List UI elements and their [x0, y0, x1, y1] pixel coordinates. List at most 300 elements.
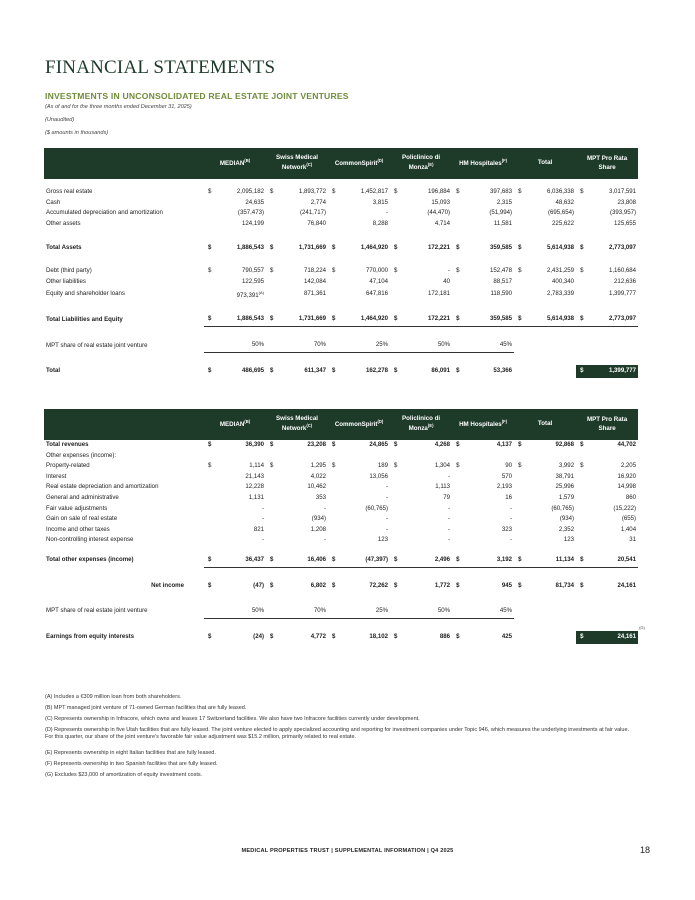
value-cell	[462, 525, 514, 536]
row-label: MPT share of real estate joint venture	[46, 341, 148, 349]
currency-sign: $	[208, 633, 212, 641]
cell-value: 25%	[375, 341, 389, 349]
unaudited-note: (Unaudited)	[45, 117, 75, 123]
value-cell	[338, 535, 390, 546]
currency-sign	[576, 339, 586, 353]
value-cell	[400, 472, 452, 483]
value-cell	[214, 514, 266, 525]
value-cell	[400, 554, 452, 568]
value-cell	[276, 219, 328, 230]
table-row	[44, 339, 638, 353]
currency-sign	[514, 277, 524, 288]
col-header-policlinico: Policlinico di Monza$^{(E)}$	[390, 409, 452, 440]
footnote-d: (D) Represents ownership in five Utah facilities that are fully leased. The joint venture elected to apply specialized accounting and reporting for investment companies under Topic 946, which measures the underlying investments at fair value. For this quarter, our share of the joint venture's favorable fair value adjustment was $15.2 million, primarily related to real estate.	[45, 727, 630, 740]
table-row	[44, 219, 638, 230]
spacer-cell	[44, 301, 638, 313]
value-cell	[462, 440, 514, 451]
row-label: Total other expenses (income)	[46, 556, 134, 564]
table-row	[44, 605, 638, 619]
footnote-e: (E) Represents ownership in eight Italian facilities that are fully leased.	[45, 750, 216, 756]
cell-value: -	[386, 493, 389, 501]
cell-value: 718,224	[304, 267, 327, 275]
row-label: Total revenues	[46, 441, 89, 448]
footnote-c: (C) Represents ownership in Infracore, which owns and leases 17 Switzerland facilities. We also have two Infracore facilities currently under development.	[45, 716, 420, 722]
value-cell	[586, 187, 638, 198]
currency-sign: $	[456, 367, 460, 375]
value-cell	[400, 451, 452, 462]
currency-sign	[328, 198, 338, 209]
value-cell	[276, 277, 328, 288]
currency-sign	[514, 198, 524, 209]
currency-sign: $	[518, 582, 522, 590]
cell-value: (47,397)	[365, 556, 389, 564]
currency-sign: $	[394, 633, 398, 641]
cell-value: 70%	[313, 341, 327, 349]
cell-value: 225,622	[552, 219, 575, 227]
cell-value: 4,022	[310, 472, 327, 480]
currency-sign	[576, 493, 586, 504]
cell-value: 1,772	[434, 582, 451, 590]
value-cell	[462, 472, 514, 483]
value-cell	[338, 187, 390, 198]
currency-sign	[514, 514, 524, 525]
value-cell	[586, 535, 638, 546]
currency-sign	[576, 525, 586, 536]
currency-sign: $	[270, 367, 274, 375]
value-cell	[276, 580, 328, 593]
cell-value: 124,199	[241, 219, 265, 227]
value-cell	[276, 288, 328, 302]
cell-value: 4,714	[434, 219, 451, 227]
row-label: Gain on sale of real estate	[46, 515, 118, 523]
col-header-policlinico: Policlinico di Monza$^{(E)}$	[390, 148, 452, 179]
cell-value: 570	[501, 472, 513, 480]
cell-value: 1,404	[620, 525, 637, 533]
value-cell	[214, 440, 266, 451]
currency-sign	[514, 482, 524, 493]
value-cell	[214, 482, 266, 493]
cell-value: 45%	[499, 607, 513, 615]
currency-sign	[452, 605, 462, 619]
currency-sign	[576, 198, 586, 209]
currency-sign: $	[456, 188, 460, 195]
cell-value: 15,093	[431, 198, 451, 206]
currency-sign	[204, 277, 214, 288]
value-cell	[214, 266, 266, 277]
currency-sign: $	[518, 267, 522, 275]
row-label: Fair value adjustments	[46, 504, 108, 512]
cell-value: 212,636	[614, 277, 637, 285]
cell-value: 189	[377, 462, 389, 470]
currency-sign: $	[456, 633, 460, 641]
cell-value: -	[448, 504, 451, 512]
currency-sign: $	[518, 441, 522, 448]
spacer-row	[44, 567, 638, 580]
value-cell	[400, 482, 452, 493]
currency-sign: $	[580, 243, 584, 251]
cell-value: 196,884	[428, 188, 451, 195]
value-cell	[338, 208, 390, 219]
income-statement-table	[44, 409, 638, 644]
value-cell	[524, 365, 576, 378]
spacer-cell	[44, 229, 638, 241]
cell-value: 86,091	[431, 367, 451, 375]
currency-sign: $	[270, 633, 274, 641]
cell-value: 2,774	[310, 198, 327, 206]
cell-value: (24)	[253, 633, 265, 641]
value-cell	[338, 277, 390, 288]
value-cell	[400, 605, 452, 619]
value-cell	[400, 277, 452, 288]
cell-value: 647,816	[366, 290, 389, 298]
currency-sign	[266, 288, 276, 302]
cell-value: 40	[443, 277, 451, 285]
currency-sign	[266, 198, 276, 209]
currency-sign: $	[208, 367, 212, 375]
spacer-row	[44, 618, 638, 631]
currency-sign	[390, 451, 400, 462]
cell-value: (60,765)	[551, 504, 575, 512]
cell-value: 12,228	[245, 483, 265, 491]
cell-value: -	[261, 536, 265, 544]
value-cell	[338, 554, 390, 568]
spacer-cell	[44, 327, 638, 340]
currency-sign	[390, 525, 400, 536]
cell-value: -	[448, 536, 451, 544]
currency-sign: $	[390, 554, 400, 568]
value-cell	[462, 208, 514, 219]
cell-value: 21,143	[245, 472, 265, 480]
cell-value: (934)	[311, 515, 327, 523]
cell-value: 53,366	[493, 367, 513, 375]
cell-value: 11,134	[555, 556, 575, 564]
currency-sign: $	[514, 554, 524, 568]
currency-sign	[452, 525, 462, 536]
cell-value: 76,840	[307, 219, 327, 227]
currency-sign	[576, 482, 586, 493]
value-cell	[214, 605, 266, 619]
value-cell	[338, 451, 390, 462]
table-row	[44, 313, 638, 327]
value-cell	[338, 631, 390, 644]
value-cell	[400, 288, 452, 302]
value-cell	[462, 198, 514, 209]
value-cell	[338, 580, 390, 593]
value-cell	[524, 187, 576, 198]
cell-value: 1,886,543	[236, 243, 265, 251]
value-cell	[400, 266, 452, 277]
value-cell	[462, 266, 514, 277]
value-cell	[524, 266, 576, 277]
value-cell	[462, 580, 514, 593]
cell-value: 2,193	[496, 483, 513, 491]
currency-sign	[514, 504, 524, 515]
row-label: Income and other taxes	[46, 525, 110, 533]
cell-value: 125,655	[614, 219, 637, 227]
currency-sign: $	[270, 243, 274, 251]
value-cell	[400, 525, 452, 536]
currency-sign	[204, 482, 214, 493]
currency-sign	[514, 219, 524, 230]
col-header-prorata: MPT Pro Rata Share	[576, 148, 638, 179]
cell-value: 1,464,920	[360, 315, 389, 323]
value-cell	[462, 554, 514, 568]
value-cell	[524, 208, 576, 219]
cell-value: 70%	[313, 607, 327, 615]
currency-sign	[204, 493, 214, 504]
value-cell	[400, 241, 452, 254]
spacer-cell	[44, 353, 638, 366]
table-row	[44, 472, 638, 483]
currency-sign	[328, 451, 338, 462]
value-cell	[586, 451, 638, 462]
value-cell	[214, 198, 266, 209]
row-label: Net income	[151, 582, 184, 590]
currency-sign	[328, 472, 338, 483]
value-cell	[276, 554, 328, 568]
cell-value: 359,585	[490, 315, 513, 323]
cell-value: 20,541	[617, 556, 637, 564]
row-label: Total Assets	[46, 243, 82, 251]
spacer-row	[44, 254, 638, 266]
value-cell	[400, 493, 452, 504]
currency-sign	[328, 504, 338, 515]
currency-sign: $	[270, 582, 274, 590]
cell-value: 6,802	[310, 582, 327, 590]
value-cell	[338, 288, 390, 302]
currency-sign: $	[452, 554, 462, 568]
cell-value: 1,886,543	[236, 315, 265, 323]
cell-value: 123	[563, 536, 575, 544]
currency-sign: $	[580, 441, 584, 448]
currency-sign: $	[456, 267, 460, 275]
value-cell	[276, 482, 328, 493]
currency-sign	[266, 514, 276, 525]
value-cell	[214, 288, 266, 302]
currency-sign	[576, 472, 586, 483]
cell-value: 4,137	[496, 441, 513, 448]
cell-value: 25%	[375, 607, 389, 615]
value-cell	[524, 554, 576, 568]
cell-value: 2,095,182	[236, 188, 265, 195]
value-cell	[400, 440, 452, 451]
value-cell	[214, 535, 266, 546]
value-cell	[524, 631, 576, 644]
currency-sign: $	[394, 188, 398, 195]
currency-sign	[390, 482, 400, 493]
currency-sign	[576, 535, 586, 546]
value-cell	[462, 219, 514, 230]
currency-sign: $	[580, 267, 584, 275]
currency-sign: $	[518, 462, 522, 470]
cell-value: 1,399,777	[608, 367, 637, 375]
value-cell	[586, 493, 638, 504]
currency-sign	[390, 208, 400, 219]
value-cell	[214, 208, 266, 219]
cell-value: (655)	[621, 515, 637, 523]
units-note: ($ amounts in thousands)	[45, 130, 109, 136]
value-cell	[338, 440, 390, 451]
cell-value: 142,084	[304, 277, 327, 285]
table-row	[44, 535, 638, 546]
currency-sign: $	[394, 462, 398, 470]
value-cell	[400, 580, 452, 593]
currency-sign: $	[518, 188, 522, 195]
value-cell	[400, 198, 452, 209]
currency-sign	[576, 451, 586, 462]
value-cell	[586, 266, 638, 277]
cell-value: 123	[377, 536, 389, 544]
cell-value: 31	[629, 536, 637, 544]
currency-sign: $	[332, 582, 336, 590]
value-cell	[276, 605, 328, 619]
col-header-hm: HM Hospitales$^{(F)}$	[452, 148, 514, 179]
value-cell	[338, 365, 390, 378]
currency-sign	[390, 493, 400, 504]
value-cell	[214, 631, 266, 644]
value-cell	[462, 451, 514, 462]
currency-sign: $	[456, 582, 460, 590]
spacer-row	[44, 353, 638, 366]
table-row	[44, 266, 638, 277]
cell-value: 50%	[437, 341, 451, 349]
cell-value: (47)	[253, 582, 265, 590]
cell-value: 3,992	[558, 462, 575, 470]
page-footer: MEDICAL PROPERTIES TRUST | SUPPLEMENTAL INFORMATION | Q4 2025	[241, 848, 454, 854]
currency-sign: $	[270, 267, 274, 275]
value-cell	[276, 631, 328, 644]
cell-value: 871,361	[304, 290, 327, 298]
cell-value: 2,352	[558, 525, 575, 533]
value-cell	[338, 313, 390, 327]
cell-value: 1,131	[248, 493, 265, 501]
cell-value: -	[261, 504, 265, 512]
currency-sign	[452, 514, 462, 525]
currency-sign	[390, 288, 400, 302]
cell-value: 48,632	[555, 198, 575, 206]
value-cell	[462, 461, 514, 472]
col-header-median: $MEDIAN^{(B)}$	[204, 409, 266, 440]
value-cell	[400, 514, 452, 525]
cell-value: 397,683	[490, 188, 513, 195]
currency-sign: $	[576, 631, 586, 644]
currency-sign	[204, 198, 214, 209]
currency-sign	[514, 631, 524, 644]
value-cell	[586, 554, 638, 568]
cell-value: 172,221	[428, 315, 451, 323]
currency-sign	[452, 493, 462, 504]
currency-sign: $	[208, 582, 212, 590]
row-label: Real estate depreciation and amortization	[46, 483, 159, 491]
currency-sign	[514, 605, 524, 619]
currency-sign	[204, 535, 214, 546]
income-header-row	[44, 409, 638, 440]
value-cell	[462, 493, 514, 504]
value-cell	[524, 440, 576, 451]
currency-sign: $	[456, 243, 460, 251]
currency-sign	[266, 504, 276, 515]
cell-value: 1,464,920	[360, 243, 389, 251]
currency-sign	[204, 208, 214, 219]
currency-sign	[266, 219, 276, 230]
currency-sign	[266, 451, 276, 462]
currency-sign	[514, 525, 524, 536]
table-row	[44, 277, 638, 288]
currency-sign: $	[394, 441, 398, 448]
cell-value: 16,406	[307, 556, 327, 564]
currency-sign: $	[456, 462, 460, 470]
cell-value: 25,996	[555, 483, 575, 491]
table-row	[44, 514, 638, 525]
currency-sign	[452, 535, 462, 546]
currency-sign: $	[332, 633, 336, 641]
value-cell	[524, 219, 576, 230]
table-row	[44, 208, 638, 219]
cell-value: 50%	[437, 607, 451, 615]
value-cell	[276, 339, 328, 353]
currency-sign: $	[390, 313, 400, 327]
currency-sign	[452, 504, 462, 515]
value-cell	[586, 472, 638, 483]
currency-sign: $	[394, 582, 398, 590]
value-cell	[214, 365, 266, 378]
value-cell	[586, 482, 638, 493]
spacer-row	[44, 593, 638, 605]
cell-value: (44,470)	[427, 209, 451, 217]
value-cell	[276, 208, 328, 219]
cell-value: 92,868	[555, 441, 575, 448]
value-cell	[524, 535, 576, 546]
value-cell	[276, 535, 328, 546]
cell-value: 24,161	[617, 582, 637, 590]
currency-sign	[328, 288, 338, 302]
currency-sign	[328, 208, 338, 219]
value-cell	[400, 504, 452, 515]
cell-value: 821	[253, 525, 265, 533]
value-cell	[400, 535, 452, 546]
cell-value: -	[261, 515, 265, 523]
value-cell	[276, 440, 328, 451]
value-cell	[462, 339, 514, 353]
col-header-median: $MEDIAN^{(B)}$	[204, 148, 266, 179]
value-cell	[524, 451, 576, 462]
value-cell	[586, 525, 638, 536]
value-cell	[524, 504, 576, 515]
value-cell	[338, 266, 390, 277]
col-header-swiss: Swiss Medical Network$^{(C)}$	[266, 409, 328, 440]
col-header-swiss: Swiss Medical Network$^{(C)}$	[266, 148, 328, 179]
cell-value: 8,288	[372, 219, 389, 227]
value-cell	[586, 313, 638, 327]
row-label: Interest	[46, 472, 67, 480]
currency-sign	[204, 472, 214, 483]
footnote-g: (G) Excludes $23,000 of amortization of equity investment costs.	[45, 772, 203, 778]
currency-sign	[452, 482, 462, 493]
value-cell	[524, 605, 576, 619]
currency-sign: $	[332, 188, 336, 195]
cell-value: 16	[505, 493, 513, 501]
value-cell	[586, 288, 638, 302]
currency-sign	[576, 288, 586, 302]
cell-value: 1,893,772	[298, 188, 327, 195]
cell-value: 1,452,817	[360, 188, 389, 195]
currency-sign	[266, 493, 276, 504]
currency-sign: $	[328, 313, 338, 327]
currency-sign: $	[332, 243, 336, 251]
header-blank	[44, 409, 204, 440]
value-cell	[586, 277, 638, 288]
currency-sign: $	[204, 554, 214, 568]
